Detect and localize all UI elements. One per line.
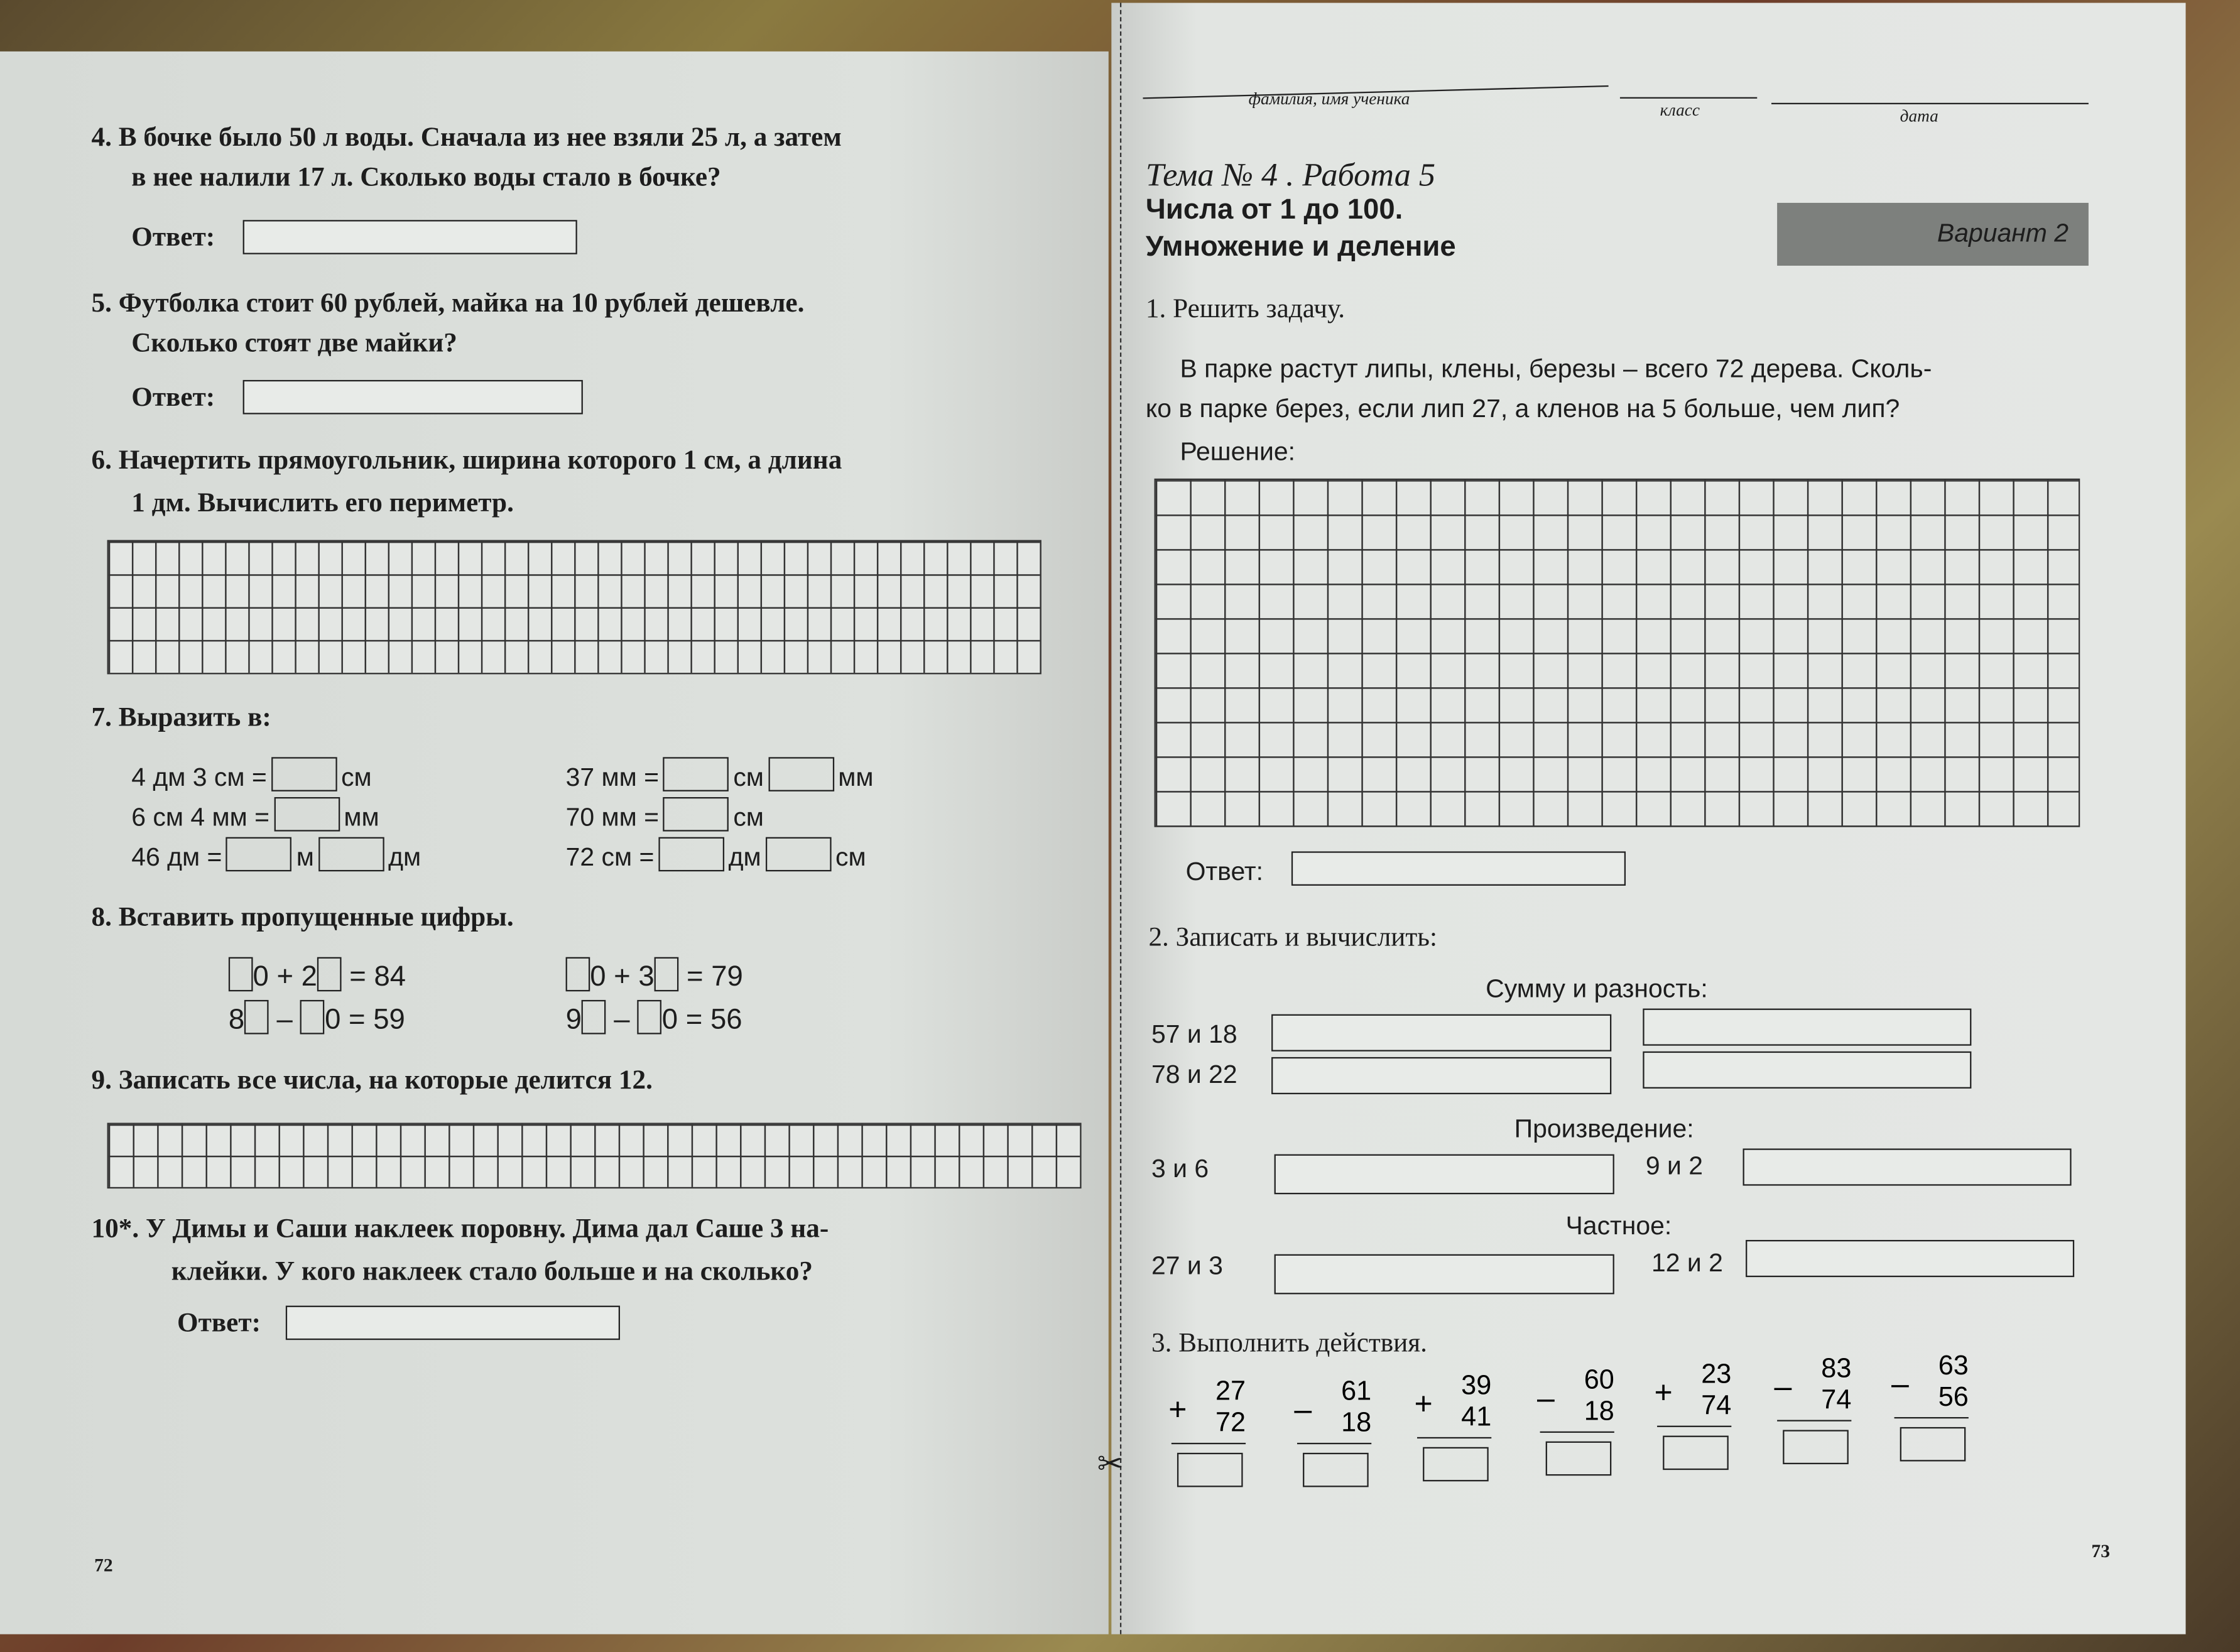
task6-drawing-grid[interactable] xyxy=(107,540,1041,675)
column-problem xyxy=(1654,1360,1732,1470)
solution-grid[interactable] xyxy=(1155,479,2080,827)
pair-9-2: 9 и 2 xyxy=(1645,1151,1704,1180)
operand-b: 56 xyxy=(1938,1383,1969,1413)
operand-b: 18 xyxy=(1341,1408,1372,1439)
operand-a: 27 xyxy=(1215,1377,1246,1408)
task7-row1-left xyxy=(131,757,371,793)
right-page xyxy=(1097,3,2185,1634)
pair-57-18: 57 и 18 xyxy=(1151,1019,1237,1049)
operand-b: 41 xyxy=(1461,1403,1492,1433)
task7-row2-left xyxy=(131,797,379,833)
result-box[interactable] xyxy=(1177,1453,1243,1487)
class-label: класс xyxy=(1660,100,1700,121)
task1-line1: В парке растут липы, клены, березы – всего 72 дерева. Сколь- xyxy=(1180,354,1932,383)
scissors-icon: ✂ xyxy=(1097,1445,1124,1482)
eq-part: 9 xyxy=(565,1004,582,1036)
topic-heading: Тема № 4 . Работа 5 xyxy=(1145,157,1436,193)
sum-78-22-field[interactable] xyxy=(1271,1057,1611,1094)
operand-a: 39 xyxy=(1461,1371,1492,1401)
unit: мм xyxy=(838,763,874,791)
task10-answer-label: Ответ: xyxy=(177,1308,261,1339)
answer-box[interactable] xyxy=(226,837,292,872)
variant-label: Вариант 2 xyxy=(1937,218,2069,247)
task7-row3-right xyxy=(566,837,866,873)
task8-title: 8. Вставить пропущенные цифры. xyxy=(91,903,514,933)
diff-57-18-field[interactable] xyxy=(1643,1009,1971,1046)
expression: 46 дм = xyxy=(131,842,222,872)
sum-57-18-field[interactable] xyxy=(1271,1014,1611,1052)
digit-box[interactable] xyxy=(229,957,253,992)
date-label: дата xyxy=(1900,106,1938,126)
operand-a: 61 xyxy=(1341,1377,1372,1408)
task4-answer-label: Ответ: xyxy=(131,222,215,253)
page-number: 72 xyxy=(94,1554,113,1576)
result-line xyxy=(1777,1420,1851,1421)
cut-line xyxy=(1120,3,1121,1634)
operator: – xyxy=(1294,1391,1312,1427)
unit: дм xyxy=(388,842,421,872)
unit: мм xyxy=(344,803,379,832)
task3-title: 3. Выполнить действия. xyxy=(1151,1329,1427,1359)
result-line xyxy=(1297,1443,1371,1444)
result-box[interactable] xyxy=(1900,1427,1966,1462)
result-box[interactable] xyxy=(1423,1447,1489,1482)
pair-3-6: 3 и 6 xyxy=(1151,1154,1209,1183)
result-line xyxy=(1657,1426,1731,1427)
task7-row1-right xyxy=(566,757,874,793)
task1-title: 1. Решить задачу. xyxy=(1145,294,1346,325)
quotient-27-3-field[interactable] xyxy=(1275,1254,1614,1295)
name-label: фамилия, имя ученика xyxy=(1248,89,1410,109)
operator: – xyxy=(1774,1368,1792,1405)
operator: + xyxy=(1168,1391,1187,1427)
answer-box[interactable] xyxy=(768,757,834,791)
eq-part: 0 + 2 xyxy=(253,961,317,993)
result-line xyxy=(1540,1432,1614,1433)
digit-box[interactable] xyxy=(638,1000,662,1035)
expression: 70 мм = xyxy=(565,803,660,832)
operand-a: 60 xyxy=(1584,1366,1614,1396)
task10-line2: клейки. У кого наклеек стало больше и на сколько? xyxy=(171,1257,813,1288)
task5-line2: Сколько стоят две майки? xyxy=(131,329,457,359)
title-line2: Умножение и деление xyxy=(1145,231,1456,263)
answer-box[interactable] xyxy=(318,837,384,872)
unit: см xyxy=(341,763,372,791)
column-problem xyxy=(1891,1351,1969,1461)
operator: + xyxy=(1414,1385,1433,1421)
expression: 4 дм 3 см = xyxy=(131,763,267,791)
pair-78-22: 78 и 22 xyxy=(1151,1060,1237,1089)
task5-answer-field[interactable] xyxy=(243,380,583,415)
title-line1: Числа от 1 до 100. xyxy=(1145,194,1403,226)
answer-box[interactable] xyxy=(766,837,832,872)
pair-27-3: 27 и 3 xyxy=(1151,1251,1223,1280)
column-problem xyxy=(1294,1377,1372,1487)
product-3-6-field[interactable] xyxy=(1275,1155,1614,1195)
expression: 37 мм = xyxy=(565,763,660,791)
digit-box[interactable] xyxy=(244,1000,269,1035)
operand-b: 72 xyxy=(1215,1408,1246,1439)
operand-a: 63 xyxy=(1938,1351,1969,1382)
answer-box[interactable] xyxy=(663,797,729,832)
eq-part: 0 + 3 xyxy=(590,961,655,993)
class-line[interactable] xyxy=(1620,97,1757,99)
operand-a: 83 xyxy=(1821,1354,1852,1384)
eq-part: – xyxy=(276,1004,293,1036)
operator: + xyxy=(1654,1374,1673,1410)
task8-eq2 xyxy=(566,957,743,994)
unit: дм xyxy=(728,842,761,872)
task8-eq1 xyxy=(229,957,406,994)
task2-title: 2. Записать и вычислить: xyxy=(1148,923,1438,953)
answer-box[interactable] xyxy=(658,837,724,872)
variant-badge xyxy=(1777,203,2089,266)
operand-b: 74 xyxy=(1821,1385,1852,1416)
unit: см xyxy=(835,842,866,872)
pair-12-2: 12 и 2 xyxy=(1651,1248,1723,1278)
operand-a: 23 xyxy=(1701,1360,1732,1390)
digit-box[interactable] xyxy=(582,1000,606,1035)
answer-box[interactable] xyxy=(271,757,337,791)
date-line[interactable] xyxy=(1771,103,2089,104)
eq-part: = 79 xyxy=(687,961,743,993)
unit: см xyxy=(733,763,764,791)
digit-box[interactable] xyxy=(566,957,590,992)
task6-line1: 6. Начертить прямоугольник, ширина которого 1 см, а длина xyxy=(91,445,842,476)
digit-box[interactable] xyxy=(655,957,679,992)
result-line xyxy=(1895,1417,1969,1418)
page-number: 73 xyxy=(2091,1540,2110,1562)
eq-part: 0 = 56 xyxy=(661,1004,742,1036)
task1-line2: ко в парке берез, если лип 27, а кленов на 5 больше, чем лип? xyxy=(1145,394,1900,423)
task7-title: 7. Выразить в: xyxy=(91,702,271,733)
task10-answer-field[interactable] xyxy=(286,1306,620,1340)
task10-line1: 10*. У Димы и Саши наклеек поровну. Дима дал Саше 3 на- xyxy=(91,1214,829,1244)
left-page xyxy=(0,52,1109,1634)
task7-row3-left xyxy=(131,837,421,873)
unit: м xyxy=(296,842,314,872)
digit-box[interactable] xyxy=(317,957,342,992)
product-9-2-field[interactable] xyxy=(1743,1148,2072,1185)
task5-line1: 5. Футболка стоит 60 рублей, майка на 10 рублей дешевле. xyxy=(91,288,805,319)
expression: 72 см = xyxy=(565,842,655,872)
quotient-label: Частное: xyxy=(1565,1211,1672,1241)
solution-label: Решение: xyxy=(1180,437,1295,466)
sum-diff-label: Сумму и разность: xyxy=(1486,974,1708,1003)
result-box[interactable] xyxy=(1783,1430,1849,1464)
operator: – xyxy=(1537,1379,1555,1416)
task4-line1: 4. В бочке было 50 л воды. Сначала из нее взяли 25 л, а затем xyxy=(91,122,842,153)
column-problem xyxy=(1168,1377,1246,1487)
unit: см xyxy=(733,803,764,832)
quotient-12-2-field[interactable] xyxy=(1746,1240,2074,1277)
task5-answer-label: Ответ: xyxy=(131,383,215,413)
answer-box[interactable] xyxy=(274,797,340,832)
eq-part: = 84 xyxy=(349,961,406,993)
result-line xyxy=(1417,1437,1491,1438)
task4-answer-field[interactable] xyxy=(243,220,577,254)
task8-eq3 xyxy=(229,1000,405,1037)
task7-row2-right xyxy=(566,797,764,833)
task1-answer-field[interactable] xyxy=(1291,851,1626,886)
operand-b: 74 xyxy=(1701,1391,1732,1421)
diff-78-22-field[interactable] xyxy=(1643,1052,1971,1089)
result-box[interactable] xyxy=(1663,1436,1729,1470)
column-problem xyxy=(1414,1371,1492,1481)
eq-part: – xyxy=(614,1004,630,1036)
eq-part: 8 xyxy=(228,1004,245,1036)
task9-answer-grid[interactable] xyxy=(107,1123,1082,1189)
result-box[interactable] xyxy=(1303,1453,1369,1487)
expression: 6 см 4 мм = xyxy=(131,803,270,832)
task4-line2: в нее налили 17 л. Сколько воды стало в бочке? xyxy=(131,163,721,193)
result-line xyxy=(1172,1443,1246,1444)
task8-eq4 xyxy=(566,1000,742,1037)
result-box[interactable] xyxy=(1546,1442,1612,1476)
answer-box[interactable] xyxy=(663,757,729,791)
operator: – xyxy=(1891,1366,1909,1401)
operand-b: 18 xyxy=(1584,1397,1614,1427)
task9-title: 9. Записать все числа, на которые делится 12. xyxy=(91,1065,653,1096)
task1-answer-label: Ответ: xyxy=(1185,857,1263,886)
product-label: Произведение: xyxy=(1514,1114,1694,1143)
task6-line2: 1 дм. Вычислить его периметр. xyxy=(131,488,514,519)
column-problem xyxy=(1774,1354,1852,1464)
column-problem xyxy=(1537,1366,1614,1475)
digit-box[interactable] xyxy=(300,1000,325,1035)
eq-part: 0 = 59 xyxy=(325,1004,405,1036)
